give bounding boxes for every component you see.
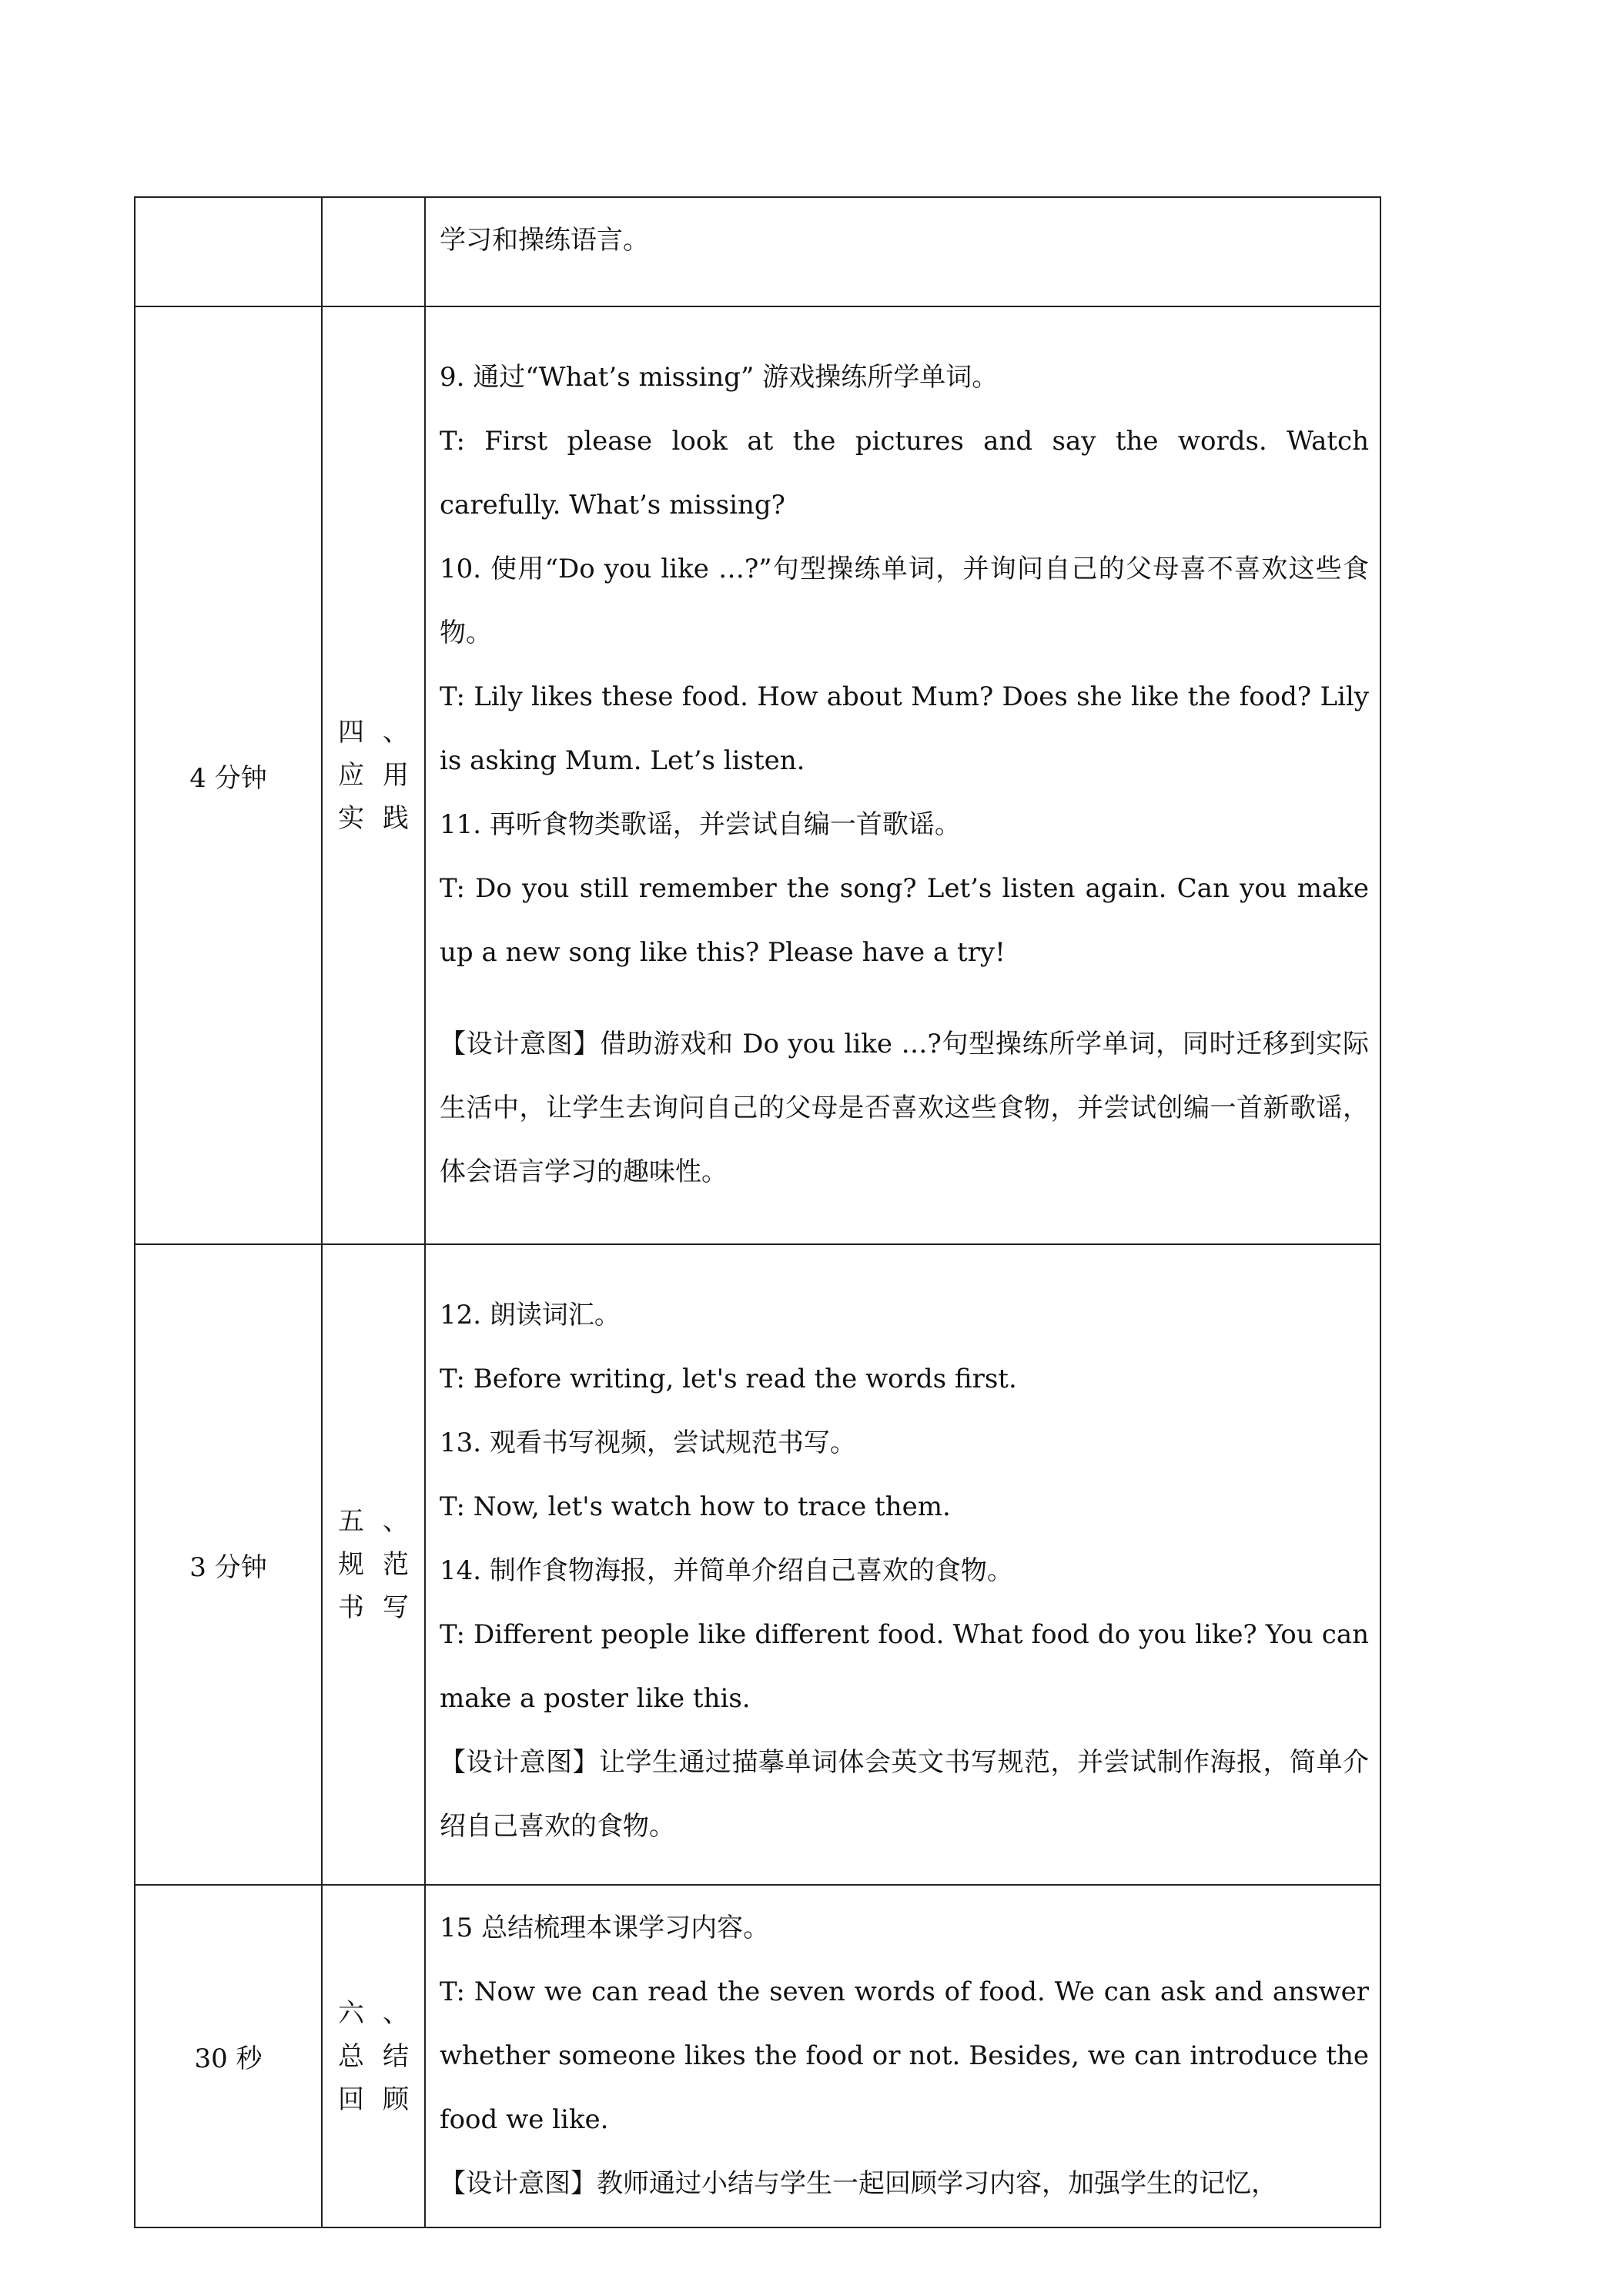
content-line: 13. 观看书写视频，尝试规范书写。 — [440, 1427, 856, 1458]
table-row — [135, 306, 1380, 1244]
stage-label: 四、应用实践 — [338, 717, 409, 834]
design-intent: 【设计意图】教师通过小结与学生一起回顾学习内容，加强学生的记忆， — [440, 2168, 1277, 2199]
stage-cell — [322, 1885, 425, 2227]
stage-label: 六、总结回顾 — [338, 1997, 409, 2115]
time-cell: 3 分钟 — [135, 1244, 322, 1885]
stage-label: 五、规范书写 — [338, 1506, 409, 1623]
content-line: 学习和操练语言。 — [440, 225, 649, 256]
time-cell — [135, 197, 322, 306]
lesson-plan-table — [134, 196, 1381, 2228]
content-line: 10. 使用“Do you like …?”句型操练单词，并询问自己的父母喜不喜欢这些食物。 — [440, 554, 1369, 648]
content-line: T: Do you still remember the song? Let’s listen again. Can you make up a new song like this? Please have a try! — [440, 873, 1369, 968]
content-line: 14. 制作食物海报，并简单介绍自己喜欢的食物。 — [440, 1555, 1013, 1586]
table-row — [135, 197, 1380, 306]
spacer — [440, 318, 1369, 346]
content-line: 9. 通过“What’s missing” 游戏操练所学单词。 — [440, 362, 999, 393]
content-line: T: Lily likes these food. How about Mum? Does she like the food? Lily is asking Mum. Let’s listen. — [440, 681, 1369, 776]
content-line: T: First please look at the pictures and say the words. Watch carefully. What’s missing? — [440, 426, 1369, 520]
content-line: 11. 再听食物类歌谣，并尝试自编一首歌谣。 — [440, 809, 961, 840]
stage-cell — [322, 306, 425, 1244]
spacer — [440, 985, 1369, 1012]
content-line: T: Different people like different food. What food do you like? You can make a poster like this. — [440, 1619, 1369, 1714]
time-cell: 4 分钟 — [135, 306, 322, 1244]
design-intent: 【设计意图】借助游戏和 Do you like …?句型操练所学单词，同时迁移到实际生活中，让学生去询问自己的父母是否喜欢这些食物，并尝试创编一首新歌谣，体会语言学习的趣味性。 — [440, 1029, 1369, 1187]
time-cell: 30 秒 — [135, 1885, 322, 2227]
content-line: 15 总结梳理本课学习内容。 — [440, 1913, 770, 1943]
design-intent: 【设计意图】让学生通过描摹单词体会英文书写规范，并尝试制作海报，简单介绍自己喜欢的食物。 — [440, 1747, 1369, 1842]
content-cell — [425, 306, 1380, 1244]
content-line: T: Now we can read the seven words of food. We can ask and answer whether someone likes the food or not. Besides, we can introduce the food we like. — [440, 1976, 1369, 2135]
content-line: 12. 朗读词汇。 — [440, 1300, 621, 1330]
content-line: T: Now, let's watch how to trace them. — [440, 1491, 951, 1522]
spacer — [440, 1256, 1369, 1284]
content-cell — [425, 1885, 1380, 2227]
stage-cell — [322, 1244, 425, 1885]
table-row — [135, 1885, 1380, 2227]
content-cell — [425, 1244, 1380, 1885]
content-cell — [425, 197, 1380, 306]
content-line: T: Before writing, let's read the words first. — [440, 1364, 1017, 1394]
table-row — [135, 1244, 1380, 1885]
stage-cell — [322, 197, 425, 306]
